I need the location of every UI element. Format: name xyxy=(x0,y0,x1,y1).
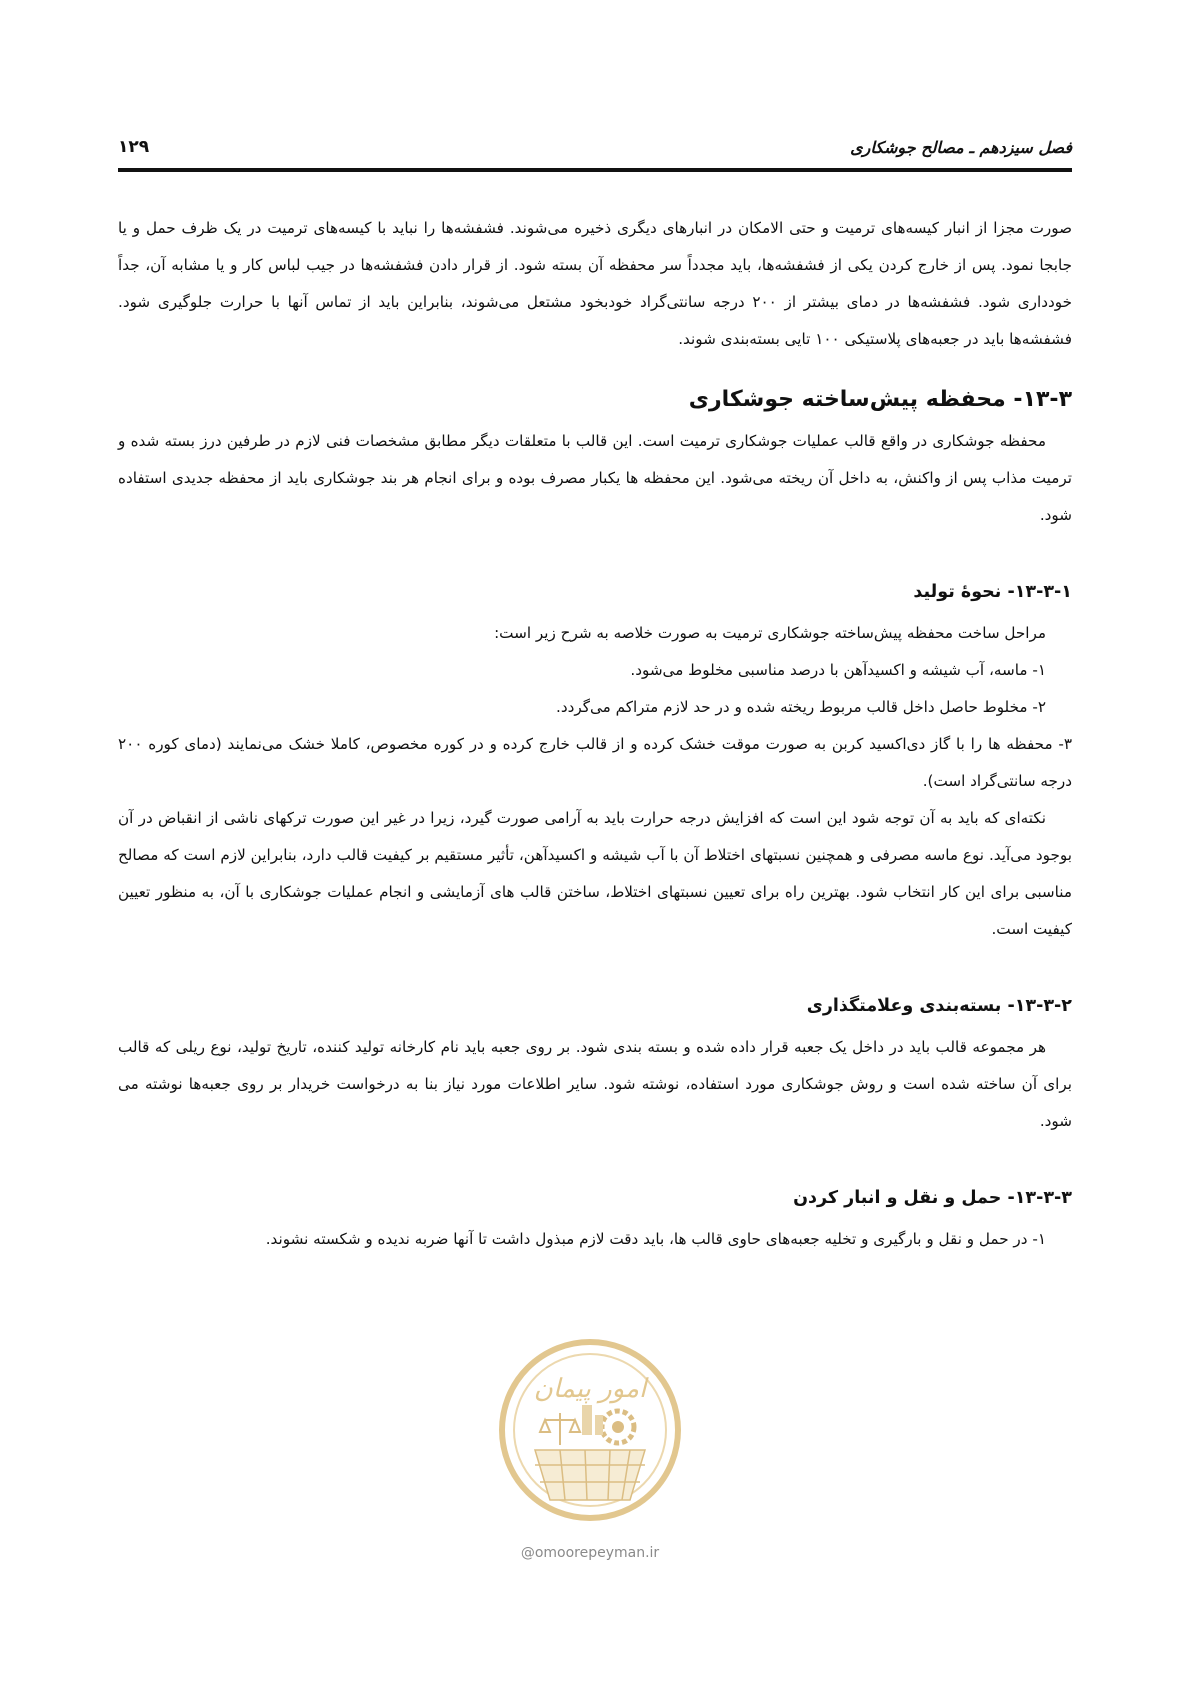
section-heading-3-3: ۱۳-۳-۳- حمل و نقل و انبار کردن xyxy=(793,1188,1072,1208)
section-3-paragraph: محفظه جوشکاری در واقع قالب عملیات جوشکاری ترمیت است. این قالب با متعلقات دیگر مطابق مشخصات فنی لازم در طرفین درز بسته شده و ترمیت مذاب پس از واکنش، به داخل آن ریخته می‌شود. این محفظه ها یکبار مصرف بوده و برای انجام هر بند جوشکاری باید از محفظه جدیدی استفاده شود. xyxy=(118,432,1072,524)
watermark-inner-ring xyxy=(514,1354,666,1506)
production-step-2: ۲- مخلوط حاصل داخل قالب مربوط ریخته شده و در حد لازم متراکم می‌گردد. xyxy=(556,698,1046,716)
watermark-ring xyxy=(502,1342,678,1518)
watermark-logo xyxy=(490,1335,690,1555)
factory-icon xyxy=(582,1405,603,1435)
production-intro: مراحل ساخت محفظه پیش‌ساخته جوشکاری ترمیت به صورت خلاصه به شرح زیر است: xyxy=(494,624,1046,642)
header-divider xyxy=(118,168,1072,172)
section-heading-3: ۱۳-۳- محفظه پیش‌ساخته جوشکاری xyxy=(688,387,1072,412)
grid-icon xyxy=(535,1450,645,1500)
scales-icon xyxy=(540,1413,580,1445)
transport-item-1: ۱- در حمل و نقل و بارگیری و تخلیه جعبه‌های حاوی قالب ها، باید دقت لازم مبذول داشت تا آنها ضربه ندیده و شکسته نشوند. xyxy=(265,1230,1046,1248)
gear-icon xyxy=(602,1411,634,1443)
section-heading-3-1: ۱۳-۳-۱- نحوهٔ تولید xyxy=(913,582,1072,602)
page-body xyxy=(118,210,1072,1258)
production-step-3: ۳- محفظه ها را با گاز دی‌اکسید کربن به صورت موقت خشک کرده و از قالب خارج کرده و در کوره مخصوص، کاملا خشک می‌نمایند (دمای کوره ۲۰۰ درجه سانتی‌گراد است). xyxy=(118,735,1072,790)
section-heading-3-2: ۱۳-۳-۲- بسته‌بندی وعلامتگذاری xyxy=(806,996,1072,1016)
watermark-url: @omoorepeyman.ir xyxy=(520,1545,660,1561)
chapter-title: فصل سیزدهم ـ مصالح جوشکاری xyxy=(850,137,1072,157)
packaging-paragraph: هر مجموعه قالب باید در داخل یک جعبه قرار داده شده و بسته بندی شود. بر روی جعبه باید نام کارخانه تولید کننده، تاریخ تولید، نوع ریلی که قالب برای آن ساخته شده است و روش جوشکاری مورد استفاده، نوشته شود. سایر اطلاعات مورد نیاز بنا به درخواست خریدار بر روی جعبه‌ها نوشته می شود. xyxy=(118,1038,1072,1130)
intro-paragraph: صورت مجزا از انبار کیسه‌های ترمیت و حتی الامکان در انبارهای دیگری ذخیره می‌شوند. فشفشه‌ها را نباید با کیسه‌های ترمیت در یک ظرف حمل و یا جابجا نمود. پس از خارج کردن یکی از فشفشه‌ها، باید مجدداً سر محفظه آن بسته شود. از قرار دادن فشفشه‌ها در جیب لباس کار و یا مشابه آن، جداً خودداری شود. فشفشه‌ها در دمای بیشتر از ۲۰۰ درجه سانتی‌گراد خودبخود مشتعل می‌شوند، بنابراین باید از تماس آنها با حرارت جلوگیری شود. فشفشه‌ها باید در جعبه‌های پلاستیکی ۱۰۰ تایی بسته‌بندی شوند. xyxy=(118,219,1072,348)
production-step-1: ۱- ماسه، آب شیشه و اکسیدآهن با درصد مناسبی مخلوط می‌شود. xyxy=(630,661,1046,679)
page-number: ۱۲۹ xyxy=(118,137,150,157)
watermark-logo-text: امور پیمان xyxy=(533,1374,647,1404)
page-header xyxy=(118,127,1072,167)
production-note: نکته‌ای که باید به آن توجه شود این است که افزایش درجه حرارت باید به آرامی صورت گیرد، زیرا در غیر این صورت ترکهای ناشی از انقباض در آن بوجود می‌آید. نوع ماسه مصرفی و همچنین نسبتهای اختلاط آن با آب شیشه و اکسیدآهن، تأثیر مستقیم بر کیفیت قالب دارد، بنابراین لازم است که مصالح مناسبی برای این کار انتخاب شود. بهترین راه برای تعیین نسبتهای اختلاط، ساختن قالب های آزمایشی و انجام عملیات جوشکاری با آن، به منظور تعیین کیفیت است. xyxy=(118,809,1072,938)
